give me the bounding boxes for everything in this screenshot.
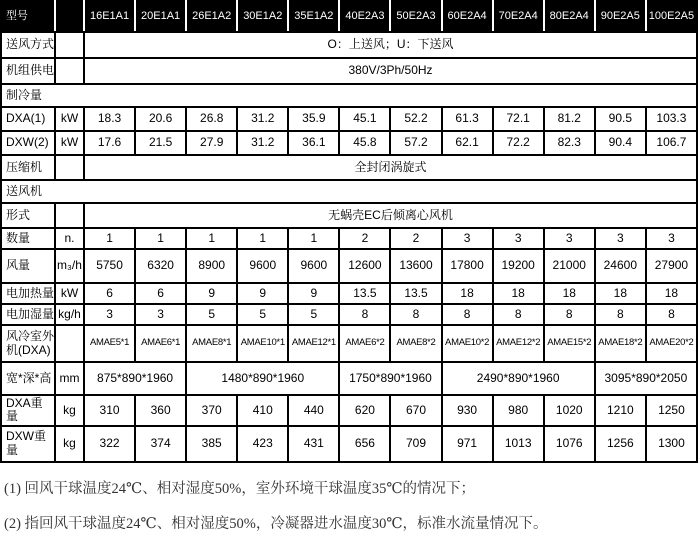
model-header-cell: 60E2A4 xyxy=(442,1,493,32)
table-row xyxy=(1,304,697,325)
model-header-cell: 70E2A4 xyxy=(493,1,544,32)
value-cell: 360 xyxy=(135,395,186,426)
table-row xyxy=(1,249,697,283)
value-cell: 656 xyxy=(339,426,390,462)
row-unit: kg xyxy=(55,426,84,462)
value-cell: 440 xyxy=(288,395,339,426)
value-cell: 1076 xyxy=(544,426,595,462)
span-value-cell: 2490*890*1960 xyxy=(442,362,595,395)
value-cell: 1 xyxy=(288,228,339,249)
value-cell: 423 xyxy=(237,426,288,462)
table-row xyxy=(1,395,697,426)
value-cell: 971 xyxy=(442,426,493,462)
value-cell: AMAE10*2 xyxy=(442,325,493,362)
value-cell: 31.2 xyxy=(237,107,288,131)
section-label: 制冷量 xyxy=(1,84,697,107)
value-cell: 103.3 xyxy=(646,107,697,131)
merged-value: 全封闭涡旋式 xyxy=(84,155,697,180)
value-cell: 3 xyxy=(135,304,186,325)
value-cell: 18 xyxy=(646,283,697,304)
value-cell: 5 xyxy=(186,304,237,325)
value-cell: 1020 xyxy=(544,395,595,426)
row-label: 电加湿量 xyxy=(1,304,55,325)
row-label: 宽*深*高 xyxy=(1,362,55,395)
value-cell: 13.5 xyxy=(339,283,390,304)
value-cell: 72.1 xyxy=(493,107,544,131)
value-cell: 27.9 xyxy=(186,131,237,155)
row-unit: kg xyxy=(55,395,84,426)
table-row xyxy=(1,283,697,304)
value-cell: AMAE6*2 xyxy=(339,325,390,362)
value-cell: AMAE5*1 xyxy=(84,325,135,362)
footnote-1: (1) 回风干球温度24℃、相对湿度50%，室外环境干球温度35℃的情况下； xyxy=(4,480,476,497)
value-cell: 431 xyxy=(288,426,339,462)
span-value-cell: 1480*890*1960 xyxy=(186,362,339,395)
row-label: 形式 xyxy=(1,203,55,228)
value-cell: 18.3 xyxy=(84,107,135,131)
value-cell: 8 xyxy=(390,304,441,325)
table-row xyxy=(1,325,697,362)
value-cell: 81.2 xyxy=(544,107,595,131)
model-header-cell: 26E1A2 xyxy=(186,1,237,32)
value-cell: 9 xyxy=(237,283,288,304)
row-label: 送风方式 xyxy=(1,32,55,58)
value-cell: 20.6 xyxy=(135,107,186,131)
value-cell: 8 xyxy=(442,304,493,325)
value-cell: 930 xyxy=(442,395,493,426)
value-cell: 19200 xyxy=(493,249,544,283)
merged-value: 无蜗壳EC后倾离心风机 xyxy=(84,203,697,228)
value-cell: 670 xyxy=(390,395,441,426)
value-cell: 2 xyxy=(339,228,390,249)
value-cell: 1 xyxy=(135,228,186,249)
value-cell: 1210 xyxy=(595,395,646,426)
row-label: DXW(2) xyxy=(1,131,55,155)
value-cell: 1 xyxy=(237,228,288,249)
value-cell: 27900 xyxy=(646,249,697,283)
value-cell: 3 xyxy=(493,228,544,249)
row-unit: m₃/h xyxy=(55,249,84,283)
row-label: 数量 xyxy=(1,228,55,249)
merged-value: O：上送风；U：下送风 xyxy=(84,32,697,58)
row-label: 压缩机 xyxy=(1,155,55,180)
value-cell: 410 xyxy=(237,395,288,426)
value-cell: 18 xyxy=(544,283,595,304)
value-cell: AMAE12*2 xyxy=(493,325,544,362)
value-cell: 3 xyxy=(84,304,135,325)
value-cell: 6320 xyxy=(135,249,186,283)
row-label: DXW重量 xyxy=(1,426,55,462)
value-cell: 13.5 xyxy=(390,283,441,304)
value-cell: 8 xyxy=(646,304,697,325)
value-cell: 8 xyxy=(339,304,390,325)
value-cell: 3 xyxy=(544,228,595,249)
models-header-label: 型号 xyxy=(1,1,55,32)
table-row xyxy=(1,84,697,107)
row-label: DXA(1) xyxy=(1,107,55,131)
row-label: 机组供电 xyxy=(1,58,55,84)
value-cell: 1250 xyxy=(646,395,697,426)
section-label: 送风机 xyxy=(1,180,697,203)
value-cell: 709 xyxy=(390,426,441,462)
row-label: 风冷室外机(DXA) xyxy=(1,325,55,362)
table-row xyxy=(1,131,697,155)
value-cell: 62.1 xyxy=(442,131,493,155)
model-header-cell: 40E2A3 xyxy=(339,1,390,32)
value-cell: 1 xyxy=(186,228,237,249)
model-header-cell: 90E2A5 xyxy=(595,1,646,32)
row-unit: n. xyxy=(55,228,84,249)
value-cell: 90.4 xyxy=(595,131,646,155)
table-row xyxy=(1,228,697,249)
value-cell: 1256 xyxy=(595,426,646,462)
value-cell: 5 xyxy=(237,304,288,325)
value-cell: 9600 xyxy=(237,249,288,283)
model-header-row xyxy=(1,1,697,32)
row-label: 电加热量 xyxy=(1,283,55,304)
value-cell: 36.1 xyxy=(288,131,339,155)
value-cell: 52.2 xyxy=(390,107,441,131)
value-cell: 72.2 xyxy=(493,131,544,155)
row-unit: kW xyxy=(55,131,84,155)
value-cell: 3 xyxy=(442,228,493,249)
span-value-cell: 1750*890*1960 xyxy=(339,362,441,395)
model-header-cell: 50E2A3 xyxy=(390,1,441,32)
value-cell: 24600 xyxy=(595,249,646,283)
row-unit xyxy=(55,58,84,84)
row-unit xyxy=(55,155,84,180)
row-unit: kg/h xyxy=(55,304,84,325)
value-cell: 1300 xyxy=(646,426,697,462)
value-cell: 620 xyxy=(339,395,390,426)
value-cell: AMAE20*2 xyxy=(646,325,697,362)
table-row xyxy=(1,32,697,58)
span-value-cell: 3095*890*2050 xyxy=(595,362,697,395)
value-cell: 6 xyxy=(84,283,135,304)
value-cell: 980 xyxy=(493,395,544,426)
value-cell: 61.3 xyxy=(442,107,493,131)
value-cell: 45.1 xyxy=(339,107,390,131)
value-cell: 3 xyxy=(595,228,646,249)
value-cell: 310 xyxy=(84,395,135,426)
value-cell: 57.2 xyxy=(390,131,441,155)
row-unit: kW xyxy=(55,107,84,131)
value-cell: AMAE8*1 xyxy=(186,325,237,362)
value-cell: 18 xyxy=(442,283,493,304)
table-row xyxy=(1,155,697,180)
value-cell: AMAE12*1 xyxy=(288,325,339,362)
model-header-cell: 30E1A2 xyxy=(237,1,288,32)
value-cell: 2 xyxy=(390,228,441,249)
value-cell: 26.8 xyxy=(186,107,237,131)
table-row xyxy=(1,362,697,395)
value-cell: 18 xyxy=(595,283,646,304)
span-value-cell: 875*890*1960 xyxy=(84,362,186,395)
value-cell: 17800 xyxy=(442,249,493,283)
row-label: 风量 xyxy=(1,249,55,283)
value-cell: 385 xyxy=(186,426,237,462)
table-row xyxy=(1,107,697,131)
value-cell: 370 xyxy=(186,395,237,426)
table-row xyxy=(1,426,697,462)
value-cell: AMAE18*2 xyxy=(595,325,646,362)
model-header-cell: 100E2A5 xyxy=(646,1,697,32)
spec-table-body xyxy=(1,32,697,462)
row-unit: mm xyxy=(55,362,84,395)
row-unit: kW xyxy=(55,283,84,304)
value-cell: 31.2 xyxy=(237,131,288,155)
value-cell: 90.5 xyxy=(595,107,646,131)
value-cell: 106.7 xyxy=(646,131,697,155)
table-row xyxy=(1,58,697,84)
value-cell: 9 xyxy=(186,283,237,304)
row-unit xyxy=(55,203,84,228)
value-cell: AMAE15*2 xyxy=(544,325,595,362)
footnote-2: (2) 指回风干球温度24℃、相对湿度50%，冷凝器进水温度30℃，标准水流量情况下。 xyxy=(4,515,548,532)
value-cell: 17.6 xyxy=(84,131,135,155)
model-header-cell: 20E1A1 xyxy=(135,1,186,32)
value-cell: 35.9 xyxy=(288,107,339,131)
value-cell: 8 xyxy=(595,304,646,325)
row-unit xyxy=(55,325,84,362)
model-header-cell: 80E2A4 xyxy=(544,1,595,32)
value-cell: AMAE10*1 xyxy=(237,325,288,362)
row-label: DXA重量 xyxy=(1,395,55,426)
value-cell: AMAE8*2 xyxy=(390,325,441,362)
value-cell: 18 xyxy=(493,283,544,304)
value-cell: AMAE6*1 xyxy=(135,325,186,362)
value-cell: 9 xyxy=(288,283,339,304)
value-cell: 5 xyxy=(288,304,339,325)
merged-value: 380V/3Ph/50Hz xyxy=(84,58,697,84)
value-cell: 13600 xyxy=(390,249,441,283)
value-cell: 1 xyxy=(84,228,135,249)
row-unit xyxy=(55,32,84,58)
table-row xyxy=(1,203,697,228)
value-cell: 5750 xyxy=(84,249,135,283)
value-cell: 82.3 xyxy=(544,131,595,155)
value-cell: 6 xyxy=(135,283,186,304)
value-cell: 9600 xyxy=(288,249,339,283)
value-cell: 21.5 xyxy=(135,131,186,155)
model-header-cell: 16E1A1 xyxy=(84,1,135,32)
value-cell: 8900 xyxy=(186,249,237,283)
value-cell: 374 xyxy=(135,426,186,462)
value-cell: 8 xyxy=(493,304,544,325)
model-header-cell: 35E1A2 xyxy=(288,1,339,32)
value-cell: 322 xyxy=(84,426,135,462)
table-row xyxy=(1,180,697,203)
value-cell: 45.8 xyxy=(339,131,390,155)
footnotes xyxy=(4,477,698,533)
models-header-unit xyxy=(55,1,84,32)
value-cell: 1013 xyxy=(493,426,544,462)
value-cell: 12600 xyxy=(339,249,390,283)
value-cell: 8 xyxy=(544,304,595,325)
value-cell: 3 xyxy=(646,228,697,249)
value-cell: 21000 xyxy=(544,249,595,283)
